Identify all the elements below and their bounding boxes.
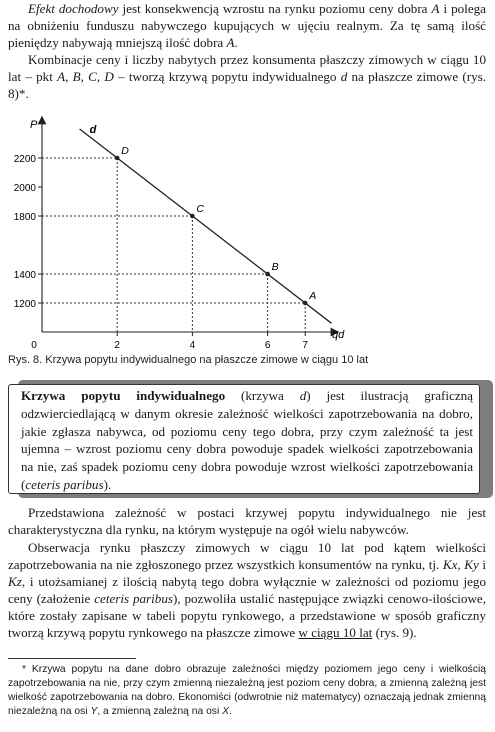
text: Y xyxy=(90,706,98,717)
text: d xyxy=(299,388,307,403)
point-a xyxy=(303,301,308,306)
text: . xyxy=(234,35,238,50)
text: i polega na obniżeniu funduszu nabywczego kupujących w ujęciu realnym. Za tę samą ilość pieniędzy nabywają mniejszą ilość dobra xyxy=(8,1,486,50)
text: jest konsekwencją wzrostu na rynku poziomu ceny dobra xyxy=(118,1,432,16)
x-tick-label: 2 xyxy=(114,340,120,351)
y-tick-label: 1200 xyxy=(13,299,36,310)
text: A, B, C, D xyxy=(57,69,114,84)
text: ) jest ilustracją graficzną odzwierciedlającą w danym okresie zależność wielkości zapotrzebowania na dobro, jakie zgłasza nabywca, od poziomu ceny tego dobra, przy czym zależność ta jest ujemna – wzrost poziomu ceny dobra powoduje spadek wielkości zapotrzebowania na nie, zaś spadek poziomu ceny dobra powoduje wzrost wielkości zapotrzebowania ( xyxy=(21,388,473,492)
x-axis-label: qd xyxy=(332,329,345,341)
demand-curve-chart xyxy=(0,112,495,352)
point-label-d: D xyxy=(121,145,129,157)
text: Kx xyxy=(442,557,458,572)
text: Obserwacja rynku płaszczy zimowych w ciągu 10 lat pod kątem wielkości zapotrzebowania na nie zgłoszonego przez wszystkich konsumentów na rynku, tj. xyxy=(8,540,486,572)
text: i xyxy=(478,557,486,572)
figure-caption: Rys. 8. Krzywa popytu indywidualnego na płaszcze zimowe w ciągu 10 lat xyxy=(8,354,369,366)
element xyxy=(8,663,486,719)
text: (krzywa xyxy=(225,388,300,403)
point-label-b: B xyxy=(271,261,279,273)
text: (rys. 9). xyxy=(372,625,417,640)
text: , a zmienną zależną na osi xyxy=(97,706,223,717)
text: ). xyxy=(103,476,112,492)
text: d xyxy=(340,69,348,84)
y-axis-label: P xyxy=(30,119,38,131)
term-income-effect: Efekt dochodowy xyxy=(28,1,119,16)
y-ticks xyxy=(14,154,42,310)
paragraph-income-effect xyxy=(8,0,486,51)
y-tick-label: 1800 xyxy=(13,212,36,223)
point-c xyxy=(190,214,195,219)
x-tick-label: 6 xyxy=(264,340,271,351)
demand-points xyxy=(115,145,316,305)
text: ceteris paribus xyxy=(94,591,173,606)
footnote xyxy=(8,663,486,719)
x-tick-label: 0 xyxy=(31,340,37,351)
paragraph-combinations xyxy=(8,51,486,102)
footnote-rule xyxy=(8,658,136,659)
point-label-c: C xyxy=(196,203,204,215)
text: ceteris paribus xyxy=(25,476,104,492)
text: * Krzywa popytu na dane dobro obrazuje zależności między poziomem jego ceny i wielkością zapotrzebowania na nie, przy czym zmienną niezależną jest poziom ceny dobra, a zmienną zależną jest wielkość zapotrzebowania na dobro. Ekonomiści (odwrotnie niż matematycy) oznaczają jednak zmienną niezależną na osi xyxy=(8,664,486,717)
text: Kombinacje ceny i liczby nabytych przez konsumenta płaszczy zimowych w ciągu 10 lat – pkt xyxy=(8,52,486,84)
text: A xyxy=(226,35,235,50)
text: A xyxy=(431,1,440,16)
text: Kz xyxy=(8,574,22,589)
text: – tworzą krzywą popytu indywidualnego xyxy=(113,69,341,84)
y-tick-label: 2200 xyxy=(13,154,36,165)
definition-box xyxy=(8,384,480,494)
x-tick-label: 7 xyxy=(302,340,308,351)
paragraph-market: Przedstawiona zależność w postaci krzywej popytu indywidualnego nie jest charakterystyczna dla rynku, na którym występuje na ogół wielu nabywców. xyxy=(8,505,486,537)
point-d xyxy=(115,156,120,161)
y-tick-label: 2000 xyxy=(13,183,36,194)
text: na płaszcze zimowe (rys. 8)*. xyxy=(8,69,487,101)
curve-label-d: d xyxy=(89,124,97,136)
guide-lines xyxy=(42,158,305,332)
definition-term: Krzywa popytu indywidualnego xyxy=(21,388,226,403)
text: w ciągu 10 lat xyxy=(298,625,373,640)
paragraph-observation xyxy=(8,539,486,641)
text: , xyxy=(457,557,465,572)
text: Ky xyxy=(464,557,479,572)
point-b xyxy=(265,272,270,277)
y-tick-label: 1400 xyxy=(13,270,36,281)
x-tick-label: 4 xyxy=(189,340,196,351)
text: ), pozwoliła ustalić następujące związki cenowo-ilościowe, które zostały zapisane w tabeli popytu rynkowego, a przedstawione w sposób graficzny tworzą krzywą popytu rynkowego na płaszcze zimowe xyxy=(8,591,486,640)
text: , i utożsamianej z ilością nabytą tego dobra wyłącznie w zależności od poziomu jego ceny (założenie xyxy=(8,574,486,606)
x-ticks xyxy=(31,332,308,351)
point-label-a: A xyxy=(309,290,317,302)
text: X xyxy=(222,706,229,717)
text: . xyxy=(228,706,232,717)
